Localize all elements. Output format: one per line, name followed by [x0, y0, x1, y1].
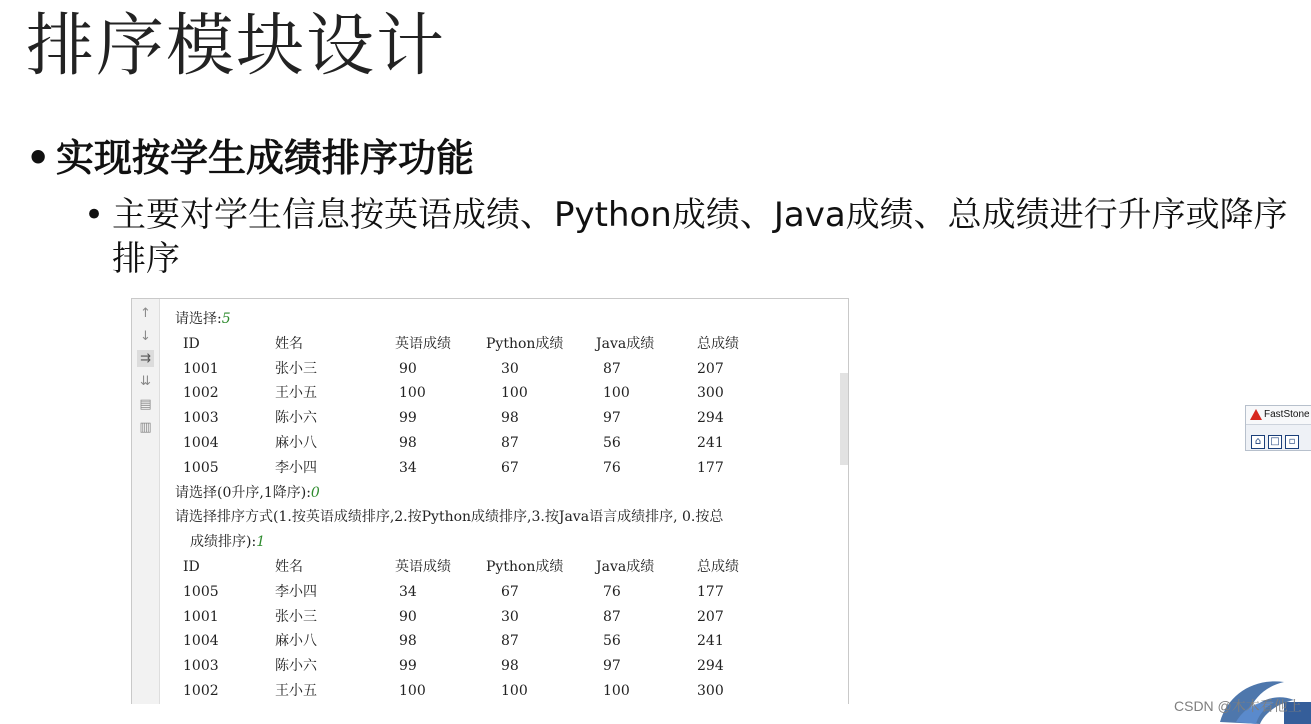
cell-python: 100 [501, 682, 528, 699]
cell-java: 87 [603, 360, 621, 377]
cell-total: 207 [697, 608, 724, 625]
header-name: 姓名 [275, 335, 303, 352]
cell-python: 30 [501, 608, 519, 625]
header-java: Java成绩 [596, 558, 655, 575]
console-line [175, 505, 836, 530]
cell-name: 王小五 [275, 385, 317, 402]
prompt-label: 请选择排序方式(1.按英语成绩排序,2.按Python成绩排序,3.按Java语言成绩排序, 0.按总 [175, 509, 724, 526]
faststone-title: FastStone [1264, 409, 1310, 420]
table-row [175, 456, 836, 481]
table-row [175, 679, 836, 704]
cell-total: 177 [697, 459, 724, 476]
faststone-buttons [1246, 425, 1311, 449]
cell-english: 100 [399, 385, 426, 402]
cell-english: 34 [399, 583, 417, 600]
cell-name: 李小四 [275, 583, 317, 600]
user-input: 1 [256, 534, 266, 551]
cell-id: 1002 [183, 682, 219, 699]
console-output-panel [131, 298, 849, 704]
open-folder-icon[interactable]: ⌂ [1251, 435, 1265, 449]
table-row [175, 654, 836, 679]
slide-title: 排序模块设计 [26, 7, 447, 86]
prompt-label: 请选择: [175, 311, 222, 327]
user-input: 0 [310, 484, 320, 501]
prompt-label: 请选择(0升序,1降序): [175, 484, 311, 501]
table-row [175, 357, 836, 382]
table-row [175, 406, 836, 431]
cell-english: 90 [399, 360, 417, 377]
cell-total: 300 [697, 682, 724, 699]
cell-english: 100 [399, 682, 426, 699]
cell-python: 87 [501, 633, 519, 650]
header-python: Python成绩 [486, 558, 564, 575]
table-row [175, 629, 836, 654]
table-row [175, 431, 836, 456]
up-arrow-icon[interactable]: ↑ [140, 306, 151, 321]
cell-total: 241 [697, 633, 724, 650]
console-text[interactable] [175, 307, 836, 704]
bullet-level-1 [26, 136, 474, 182]
faststone-capture-toolbar[interactable] [1245, 405, 1311, 451]
header-total: 总成绩 [697, 335, 739, 352]
header-english: 英语成绩 [395, 335, 451, 352]
table-row [175, 580, 836, 605]
cell-python: 98 [501, 410, 519, 427]
cell-python: 67 [501, 459, 519, 476]
down-arrow-icon[interactable]: ↓ [140, 329, 151, 344]
cell-name: 张小三 [275, 608, 317, 625]
cell-english: 98 [399, 633, 417, 650]
cell-total: 241 [697, 434, 724, 451]
table-row [175, 605, 836, 630]
capture-region-icon[interactable]: ▫ [1285, 435, 1299, 449]
table-1-body [175, 357, 836, 481]
table-row [175, 381, 836, 406]
cell-java: 97 [603, 658, 621, 675]
cell-name: 王小五 [275, 682, 317, 699]
table-2-body [175, 580, 836, 704]
cell-java: 97 [603, 410, 621, 427]
header-java: Java成绩 [596, 335, 655, 352]
bullet-level-2 [84, 194, 1299, 281]
cell-id: 1001 [183, 608, 219, 625]
bullet-dot: • [26, 136, 51, 180]
cell-python: 30 [501, 360, 519, 377]
header-english: 英语成绩 [395, 558, 451, 575]
cell-python: 100 [501, 385, 528, 402]
scroll-to-end-icon[interactable]: ⇊ [140, 374, 151, 389]
cell-english: 98 [399, 434, 417, 451]
cell-id: 1004 [183, 434, 219, 451]
cell-java: 56 [603, 434, 621, 451]
header-total: 总成绩 [697, 558, 739, 575]
cell-name: 李小四 [275, 459, 317, 476]
prompt-label: 成绩排序): [190, 534, 257, 551]
header-id: ID [183, 335, 200, 352]
bullet-2-text: 主要对学生信息按英语成绩、Python成绩、Java成绩、总成绩进行升序或降序排序 [112, 195, 1288, 279]
cell-python: 98 [501, 658, 519, 675]
cell-java: 87 [603, 608, 621, 625]
user-input: 5 [221, 311, 231, 327]
trash-icon[interactable]: ▥ [139, 420, 152, 435]
cell-id: 1005 [183, 459, 219, 476]
cell-java: 100 [603, 682, 630, 699]
csdn-watermark: CSDN @木木看他上 [1174, 698, 1302, 714]
header-python: Python成绩 [486, 335, 564, 352]
cell-name: 陈小六 [275, 410, 317, 427]
cell-java: 56 [603, 633, 621, 650]
cell-id: 1004 [183, 633, 219, 650]
table-header-row [175, 332, 836, 357]
cell-name: 张小三 [275, 360, 317, 377]
print-icon[interactable]: ▤ [139, 397, 152, 412]
cell-total: 294 [697, 658, 724, 675]
console-line [175, 530, 836, 555]
console-scrollbar[interactable] [840, 373, 848, 465]
cell-name: 陈小六 [275, 658, 317, 675]
capture-window-icon[interactable]: □ [1268, 435, 1282, 449]
cell-python: 87 [501, 434, 519, 451]
cell-id: 1003 [183, 410, 219, 427]
bullet-1-text: 实现按学生成绩排序功能 [56, 136, 475, 180]
cell-java: 100 [603, 385, 630, 402]
cell-id: 1001 [183, 360, 219, 377]
cell-english: 34 [399, 459, 417, 476]
cell-english: 90 [399, 608, 417, 625]
cell-english: 99 [399, 658, 417, 675]
faststone-title-bar[interactable] [1246, 406, 1311, 425]
cell-total: 300 [697, 385, 724, 402]
cell-total: 177 [697, 583, 724, 600]
cell-java: 76 [603, 459, 621, 476]
console-line [175, 481, 836, 506]
bullet-dot: • [84, 195, 105, 235]
faststone-logo-icon [1250, 409, 1262, 420]
cell-python: 67 [501, 583, 519, 600]
console-toolbar [132, 299, 160, 704]
console-line [175, 307, 836, 332]
cell-id: 1002 [183, 385, 219, 402]
soft-wrap-icon[interactable]: ⇉ [137, 350, 154, 367]
cell-name: 麻小八 [275, 434, 317, 451]
header-id: ID [183, 558, 200, 575]
cell-id: 1003 [183, 658, 219, 675]
cell-id: 1005 [183, 583, 219, 600]
cell-java: 76 [603, 583, 621, 600]
cell-name: 麻小八 [275, 633, 317, 650]
cell-total: 207 [697, 360, 724, 377]
header-name: 姓名 [275, 558, 303, 575]
cell-english: 99 [399, 410, 417, 427]
table-header-row [175, 555, 836, 580]
cell-total: 294 [697, 410, 724, 427]
